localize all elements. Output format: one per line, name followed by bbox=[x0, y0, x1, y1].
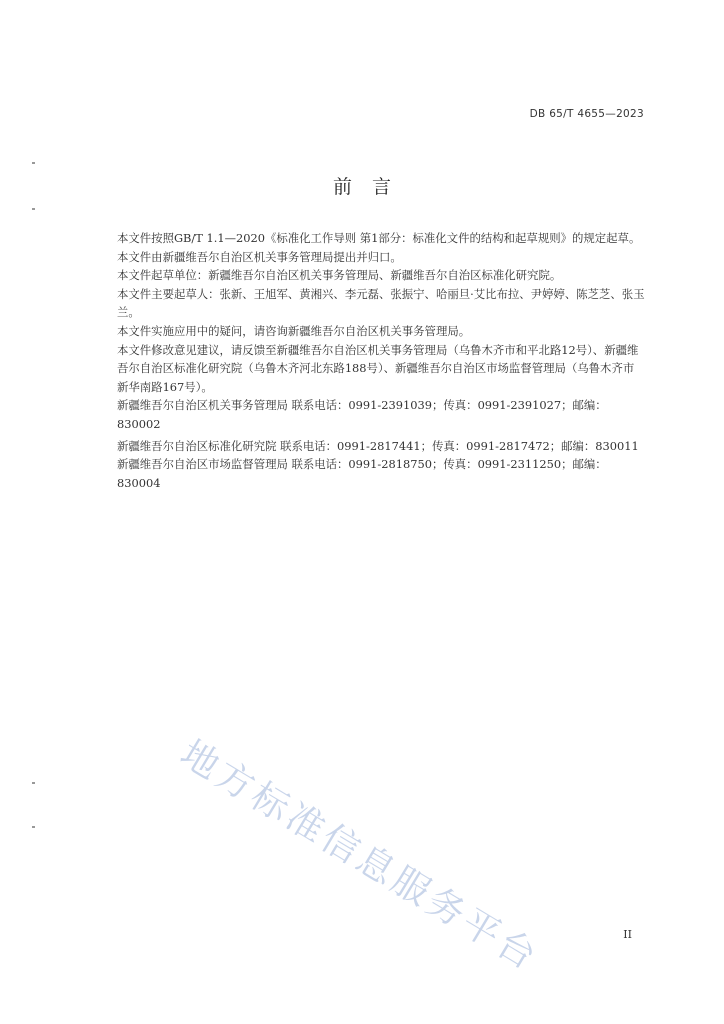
margin-mark bbox=[32, 782, 35, 784]
paragraph-feedback: 本文件修改意见建议，请反馈至新疆维吾尔自治区机关事务管理局（乌鲁木齐市和平北路12号）、新疆维吾尔自治区标准化研究院（乌鲁木齐河北东路188号）、新疆维吾尔自治区市场监督管理局（乌鲁木齐市新华南路167号）。 bbox=[117, 342, 639, 394]
margin-mark bbox=[32, 208, 35, 210]
contact-standardization-institute: 新疆维吾尔自治区标准化研究院 联系电话：0991-2817441；传真：0991-2817472；邮编：830011 bbox=[117, 438, 639, 453]
paragraph-drafters: 本文件主要起草人：张新、王旭军、黄湘兴、李元磊、张振宁、哈丽旦·艾比布拉、尹婷婷、陈芝芝、张玉兰。 bbox=[117, 286, 645, 320]
contact-market-supervision: 新疆维吾尔自治区市场监督管理局 联系电话：0991-2818750；传真：0991-2311250；邮编：830004 bbox=[117, 457, 607, 490]
foreword-body bbox=[117, 229, 645, 492]
margin-mark bbox=[32, 826, 35, 828]
margin-mark bbox=[32, 162, 35, 164]
contact-admin-bureau: 新疆维吾尔自治区机关事务管理局 联系电话：0991-2391039；传真：0991-2391027；邮编：830002 bbox=[117, 398, 607, 431]
paragraph-drafting-rules: 本文件按照GB/T 1.1—2020《标准化工作导则 第1部分：标准化文件的结构和起草规则》的规定起草。 bbox=[117, 231, 641, 245]
page-number: II bbox=[623, 928, 632, 941]
paragraph-drafting-units: 本文件起草单位：新疆维吾尔自治区机关事务管理局、新疆维吾尔自治区标准化研究院。 bbox=[117, 268, 562, 283]
paragraph-proposer: 本文件由新疆维吾尔自治区机关事务管理局提出并归口。 bbox=[117, 249, 402, 264]
watermark: 地方标准信息服务平台 bbox=[173, 731, 547, 980]
document-code: DB 65/T 4655—2023 bbox=[529, 108, 644, 120]
paragraph-inquiry: 本文件实施应用中的疑问，请咨询新疆维吾尔自治区机关事务管理局。 bbox=[117, 323, 471, 338]
page-title: 前言 bbox=[332, 176, 411, 198]
